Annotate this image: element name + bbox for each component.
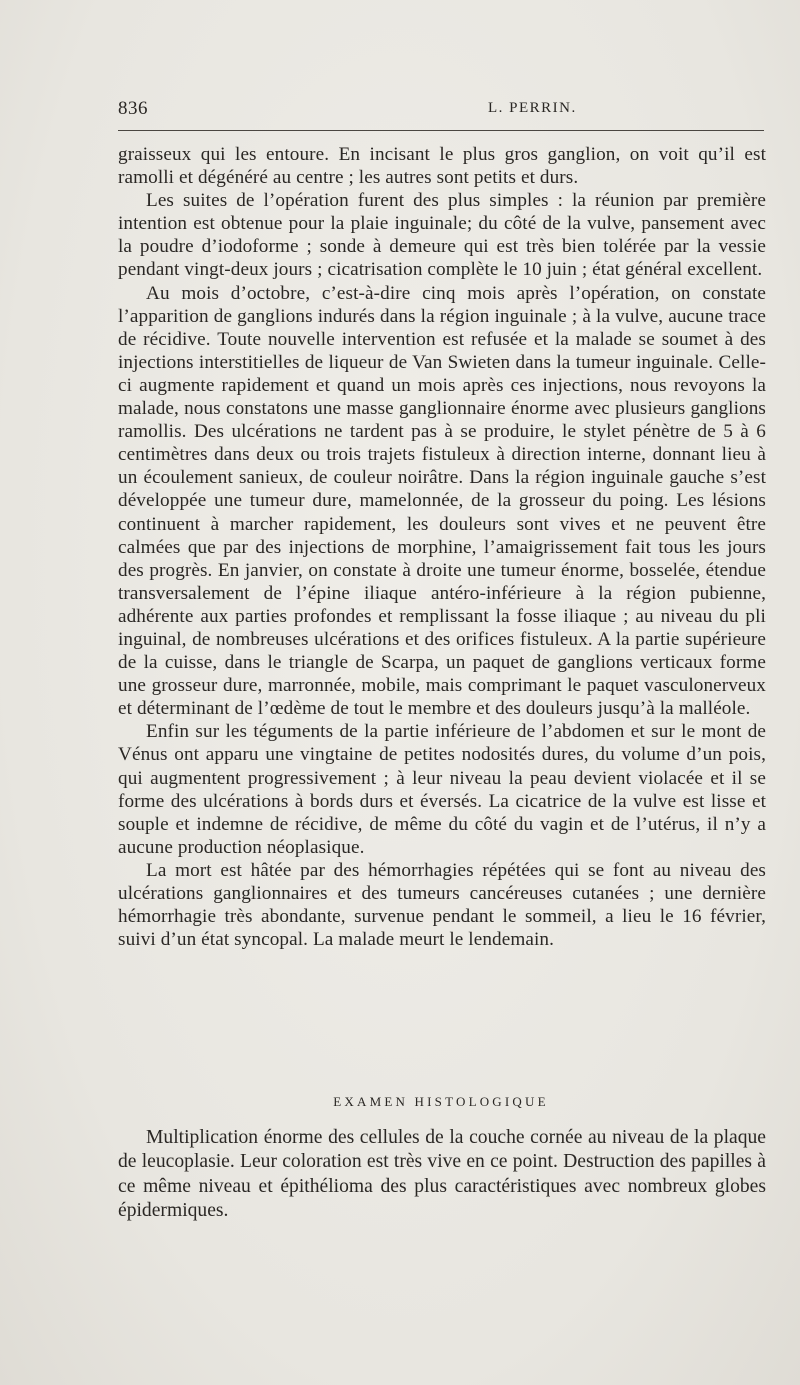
paragraph-4: Enfin sur les téguments de la partie inférieure de l’abdomen et sur le mont de Vénus ont apparu une vingtaine de petites nodosités dures, du volume d’un pois, qui augmentent progressivement ; à leur niveau la peau devient violacée et il se forme des ulcérations à bords durs et éversés. La cicatrice de la vulve est lisse et souple et indemne de récidive, de même du côté du vagin et de l’utérus, il n’y a aucune production néoplasique. xyxy=(118,721,766,858)
header-rule xyxy=(118,130,764,131)
running-header xyxy=(118,98,764,122)
section-paragraph-1: Multiplication énorme des cellules de la couche cornée au niveau de la plaque de leucoplasie. Leur coloration est très vive en ce point. Destruction des papilles à ce même niveau et épithélioma des plus caractéristiques avec nombreux globes épidermiques. xyxy=(118,1127,766,1222)
section-text xyxy=(118,1126,766,1224)
paragraph-3: Au mois d’octobre, c’est-à-dire cinq mois après l’opération, on constate l’apparition de ganglions indurés dans la région inguinale ; à la vulve, aucune trace de récidive. Toute nouvelle intervention est refusée et la malade se soumet à des injections interstitielles de liqueur de Van Swieten dans la tumeur inguinale. Celle-ci augmente rapidement et quand un mois après ces injections, nous revoyons la malade, nous constatons une masse ganglionnaire énorme avec plusieurs ganglions ramollis. Des ulcérations ne tardent pas à se produire, le stylet pénètre de 5 à 6 centimètres dans deux ou trois trajets fistuleux à direction interne, donnant lieu à un écoulement sanieux, de couleur noirâtre. Dans la région inguinale gauche s’est développée une tumeur dure, mamelonnée, de la grosseur du poing. Les lésions continuent à marcher rapidement, les douleurs sont vives et ne peuvent être calmées que par des injections de morphine, l’amaigrissement fait tous les jours des progrès. En janvier, on constate à droite une tumeur énorme, bosselée, étendue transversalement de l’épine iliaque antéro-inférieure à la région pubienne, adhérente aux parties profondes et remplissant la fosse iliaque ; au niveau du pli inguinal, de nombreuses ulcérations et des orifices fistuleux. A la partie supérieure de la cuisse, dans le triangle de Scarpa, un paquet de ganglions verticaux forme une grosseur dure, marronnée, mobile, mais comprimant le paquet vasculonerveux et déterminant de l’œdème de tout le membre et des douleurs jusqu’à la malléole. xyxy=(118,282,766,720)
page-number: 836 xyxy=(118,98,148,119)
paragraph-1: graisseux qui les entoure. En incisant le plus gros ganglion, on voit qu’il est ramolli et dégénéré au centre ; les autres sont petits et durs. xyxy=(118,144,766,189)
header-author: L. PERRIN. xyxy=(488,100,577,116)
body-text xyxy=(118,143,766,951)
paragraph-2: Les suites de l’opération furent des plus simples : la réunion par première intention est obtenue pour la plaie inguinale; du côté de la vulve, pansement avec la poudre d’iodoforme ; sonde à demeure qui est très bien tolérée par la vessie pendant vingt-deux jours ; cicatrisation complète le 10 juin ; état général excellent. xyxy=(118,190,766,281)
section-heading: EXAMEN HISTOLOGIQUE xyxy=(333,1094,549,1109)
paragraph-5: La mort est hâtée par des hémorrhagies répétées qui se font au niveau des ulcérations ganglionnaires et des tumeurs cancéreuses cutanées ; une dernière hémorrhagie très abondante, survenue pendant le sommeil, a lieu le 16 février, suivi d’un état syncopal. La malade meurt le lendemain. xyxy=(118,859,766,951)
